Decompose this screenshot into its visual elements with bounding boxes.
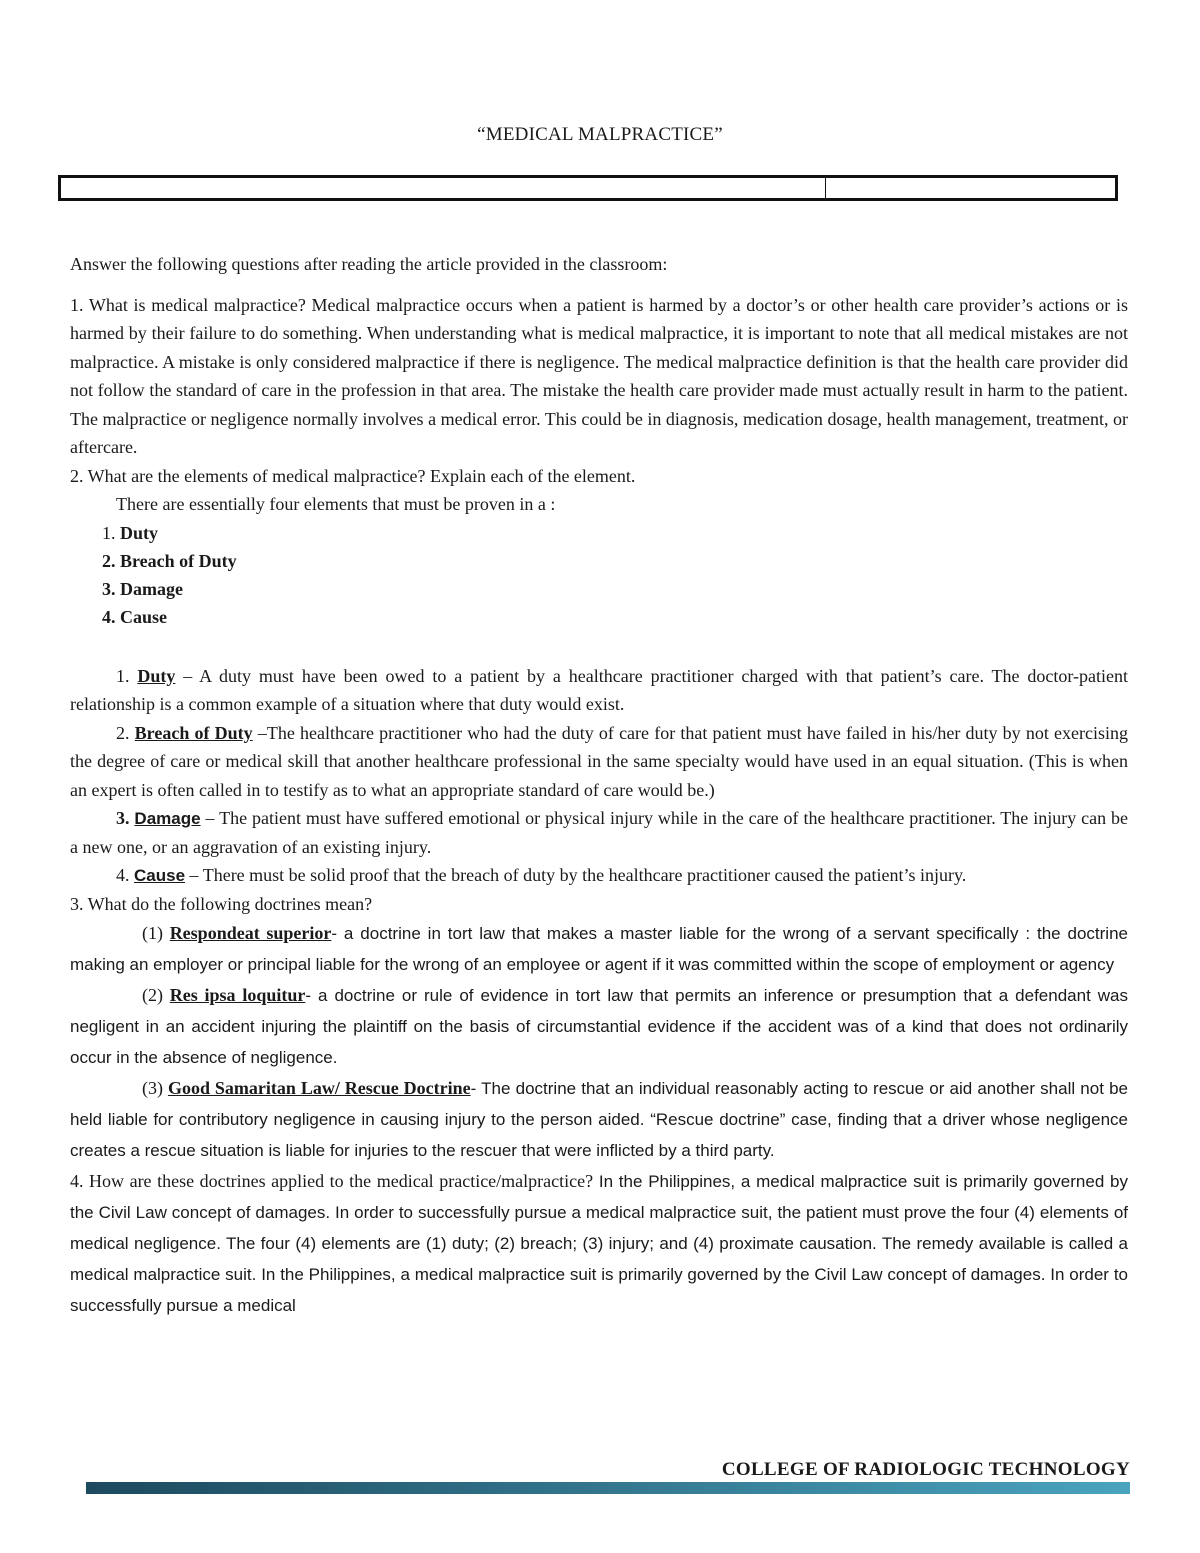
name-field[interactable] [61, 178, 826, 198]
section-field[interactable] [826, 178, 1115, 198]
elements-list [70, 519, 1128, 631]
question-3: 3. What do the following doctrines mean? [70, 893, 373, 914]
footer-bar [86, 1482, 1130, 1494]
list-item: 1. Duty [102, 522, 159, 543]
question-2: 2. What are the elements of medical malpractice? Explain each of the element. [70, 465, 636, 486]
element-explanation-duty: 1. Duty – A duty must have been owed to a patient by a healthcare practitioner charged with that patient’s care. The doctor-patient relationship is a common example of a situation where that duty would exist. [70, 665, 1129, 714]
name-table [58, 175, 1118, 201]
question-4: 4. How are these doctrines applied to the medical practice/malpractice? In the Philippines, a medical malpractice suit is primarily governed by the Civil Law concept of damages. In order to successfully pursue a medical malpractice suit, the patient must prove the four (4) elements of medical negligence. The four (4) elements are (1) duty; (2) breach; (3) injury; and (4) proximate causation. The remedy available is called a medical malpractice suit. In the Philippines, a medical malpractice suit is primarily governed by the Civil Law concept of damages. In order to successfully pursue a medical [70, 1171, 1128, 1315]
doctrine-res-ipsa-loquitur: (2) Res ipsa loquitur- a doctrine or rule of evidence in tort law that permits an inference or presumption that a defendant was negligent in an accident injuring the plaintiff on the basis of circumstantial evidence if the accident was of a kind that does not ordinarily occur in the absence of negligence. [70, 985, 1129, 1067]
doctrine-respondeat-superior: (1) Respondeat superior- a doctrine in tort law that makes a master liable for the wrong of a servant specifically : the doctrine making an employer or principal liable for the wrong of an employee or agent if it was committed within the scope of employment or agency [70, 923, 1128, 974]
elements-lead: There are essentially four elements that must be proven in a : [116, 494, 556, 514]
footer-college-name: COLLEGE OF RADIOLOGIC TECHNOLOGY [721, 1459, 1130, 1480]
instructions: Answer the following questions after reading the article provided in the classroom: [70, 254, 668, 274]
list-item: 4. Cause [102, 606, 168, 627]
element-explanation-cause: 4. Cause – There must be solid proof that the breach of duty by the healthcare practitioner caused the patient’s injury. [116, 865, 967, 885]
list-item: 3. Damage [102, 578, 183, 599]
element-explanation-damage: 3. Damage – The patient must have suffered emotional or physical injury while in the care of the healthcare practitioner. The injury can be a new one, or an aggravation of an existing injury. [70, 808, 1128, 857]
list-item: 2. Breach of Duty [102, 550, 237, 571]
document-body [70, 250, 1128, 1321]
question-1: 1. What is medical malpractice? Medical malpractice occurs when a patient is harmed by a doctor’s or other health care provider’s actions or is harmed by their failure to do something. When understanding what is medical malpractice, it is important to note that all medical mistakes are not malpractice. A mistake is only considered malpractice if there is negligence. The medical malpractice definition is that the health care provider did not follow the standard of care in the profession in that area. The mistake the health care provider made must actually result in harm to the patient. The malpractice or negligence normally involves a medical error. This could be in diagnosis, medication dosage, health management, treatment, or aftercare. [70, 294, 1128, 457]
doctrine-good-samaritan: (3) Good Samaritan Law/ Rescue Doctrine- The doctrine that an individual reasonably acting to rescue or aid another shall not be held liable for contributory negligence in causing injury to the person aided. “Rescue doctrine” case, finding that a driver whose negligence creates a rescue situation is liable for injuries to the rescuer that were inflicted by a third party. [70, 1078, 1128, 1160]
element-explanation-breach: 2. Breach of Duty –The healthcare practitioner who had the duty of care for that patient must have failed in his/her duty by not exercising the degree of care or medical skill that another healthcare professional in the same specialty would have used in an equal situation. (This is when an expert is often called in to testify as to what an appropriate standard of care would be.) [70, 722, 1128, 800]
page-title: “MEDICAL MALPRACTICE” [477, 124, 723, 145]
